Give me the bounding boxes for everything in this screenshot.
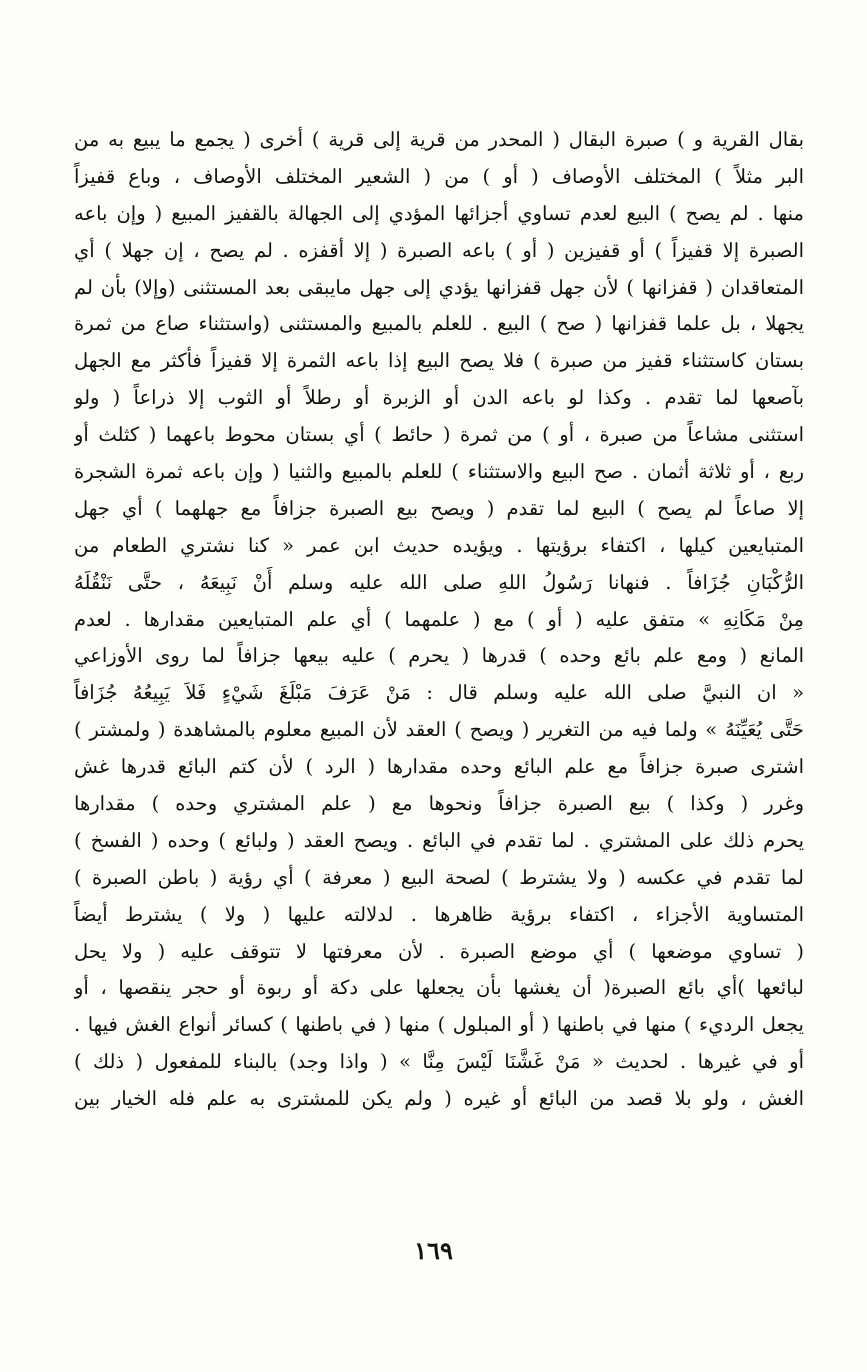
text-line: استثنى مشاعاً من صبرة ، أو ) من ثمرة ( حائط ) أي بستان محوط باعهما ( كثلث أو [74, 423, 804, 447]
text-line: وغرر ( وكذا ) بيع الصبرة جزافاً ونحوها مع ( علم المشتري وحده ) مقدارها [74, 792, 804, 816]
text-line: يحرم ذلك على المشتري . لما تقدم في البائع . ويصح العقد ( ولبائع ) وحده ( الفسخ ) [74, 828, 804, 852]
text-line: أو في غيرها . لحديث « مَنْ غَشَّنَا لَيْسَ مِنَّا » ( واذا وجد) بالبناء للمفعول ( ذلك ) [74, 1050, 804, 1074]
text-line: بستان كاستثناء قفيز من صبرة ) فلا يصح البيع إذا باعه الثمرة إلا قفيزاً فأكثر مع الجهل [74, 349, 804, 373]
body-text [74, 122, 804, 1118]
text-line: الغش ، ولو بلا قصد من البائع أو غيره ( ولم يكن للمشترى به علم فله الخيار بين [74, 1087, 804, 1111]
text-line: الرُّكْبَانِ جُزَافاً . فنهانا رَسُولُ اللهِ صلى الله عليه وسلم أَنْ نَبِيعَهُ ، حتَّى نَنْقُلَهُ [74, 570, 804, 594]
text-line: ربع ، أو ثلاثة أثمان . صح البيع والاستثناء ) للعلم بالمبيع والثنيا ( وإن باعه ثمرة الشجرة [74, 460, 804, 484]
text-line: المتعاقدان ( قفزانها ) لأن جهل قفزانها يؤدي إلى جهل مايبقى بعد المستثنى (وإلا) بأن لم [74, 275, 804, 299]
text-line: « ان النبيَّ صلى الله عليه وسلم قال : مَنْ عَرَفَ مَبْلَغَ شَيْءٍ فَلاَ يَبِيعُهُ جُزَافاً [74, 681, 804, 705]
text-line: بآصعها لما تقدم . وكذا لو باعه الدن أو الزبرة أو رطلاً أو الثوب إلا ذراعاً ( ولو [74, 386, 804, 410]
text-line: مِنْ مَكَانِهِ » متفق عليه ( أو ) مع ( علمهما ) أي علم المتبايعين مقدارها . لعدم [74, 607, 804, 631]
text-line: لبائعها )أي بائع الصبرة( أن يغشها بأن يجعلها على دكة أو ربوة أو حجر ينقصها ، أو [74, 976, 804, 1000]
text-line: إلا صاعاً لم يصح ) البيع لما تقدم ( ويصح بيع الصبرة جزافاً مع جهلهما ) أي جهل [74, 496, 804, 520]
text-line: اشترى صبرة جزافاً مع علم البائع وحده مقدارها ( الرد ) لأن كتم البائع قدرها غش [74, 755, 804, 779]
text-line: المانع ( ومع علم بائع وحده ) قدرها ( يحرم ) عليه بيعها جزافاً لما روى الأوزاعي [74, 644, 804, 668]
text-line: المتبايعين كيلها ، اكتفاء برؤيتها . ويؤيده حديث ابن عمر « كنا نشتري الطعام من [74, 533, 804, 557]
text-line: منها . لم يصح ) البيع لعدم تساوي أجزائها المؤدي إلى الجهالة بالقفيز المبيع ( وإن باعه [74, 201, 804, 225]
text-line: يجهلا ، بل علما قفزانها ( صح ) البيع . للعلم بالمبيع والمستثنى (واستثناء صاع من ثمرة [74, 312, 804, 336]
text-line: حَتَّى يُعَيِّنَهُ » ولما فيه من التغرير ( ويصح ) العقد لأن المبيع معلوم بالمشاهدة ( ولمشتر ) [74, 718, 804, 742]
text-line: البر مثلاً ) المختلف الأوصاف ( أو ) من ( الشعير المختلف الأوصاف ، وباع قفيزاً [74, 164, 804, 188]
page-number: ١٦٩ [414, 1236, 453, 1265]
text-line: المتساوية الأجزاء ، اكتفاء برؤية ظاهرها . لدلالته عليها ( ولا ) يشترط أيضاً [74, 902, 804, 926]
text-line: بقال القرية و ) صبرة البقال ( المحدر من قرية إلى قرية ) أخرى ( يجمع ما يبيع به من [74, 128, 804, 151]
text-line: الصبرة إلا قفيزاً ) أو قفيزين ( أو ) باعه الصبرة ( إلا أقفزه . لم يصح ، إن جهلا ) أي [74, 238, 804, 262]
text-line: ( تساوي موضعها ) أي موضع الصبرة . لأن معرفتها لا تتوقف عليه ( ولا يحل [74, 939, 804, 963]
text-line: يجعل الرديء ) منها في باطنها ( أو المبلول ) منها ( في باطنها ) كسائر أنواع الغش فيها . [74, 1013, 804, 1037]
text-line: لما تقدم في عكسه ( ولا يشترط ) لصحة البيع ( معرفة ) أي رؤية ( باطن الصبرة ) [74, 865, 804, 889]
